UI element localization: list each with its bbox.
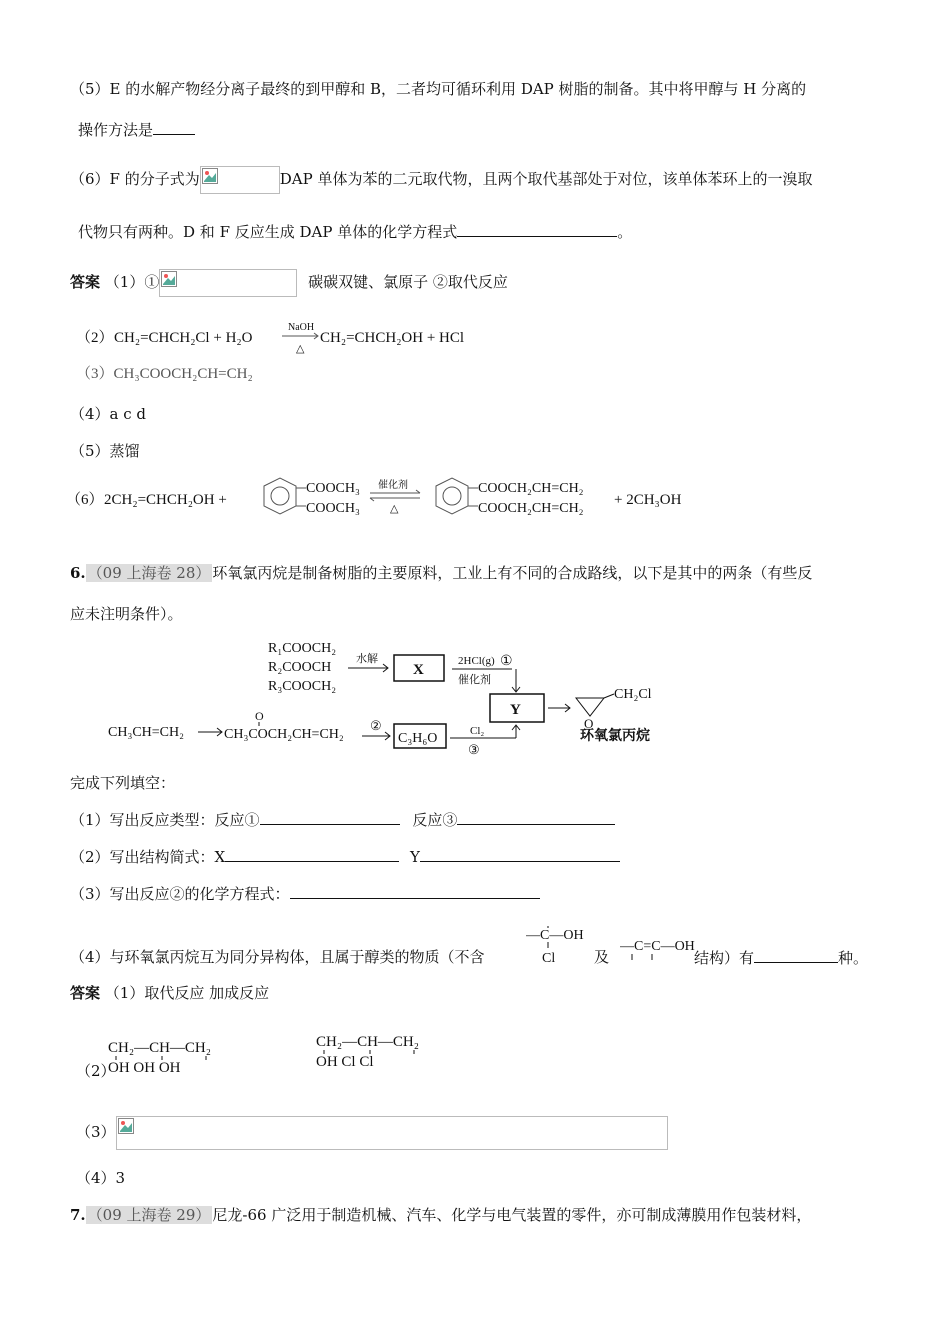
q6-fill-3: （3）写出反应②的化学方程式： — [70, 882, 540, 905]
structure-y-dichloro — [316, 1026, 456, 1076]
answer-6-equation — [66, 474, 706, 524]
q5-part5-line1: （5）E 的水解产物经分离子最终的到甲醇和 B，二者均可循环利用 DAP 树脂的制备。其中将甲醇与 H 分离的 — [70, 80, 807, 98]
svg-text:Y: Y — [510, 702, 521, 718]
benzene-ring — [264, 478, 296, 514]
svg-text:C₃H₆O: C₃H₆O — [398, 731, 438, 746]
svg-text:（2）: （2） — [76, 330, 114, 346]
svg-text:COOCH₃: COOCH₃ — [306, 501, 360, 516]
q7-header: 7. （09 上海卷 29） 尼龙-66 广泛用于制造机械、汽车、化学与电气装置的零件，亦可制成薄膜用作包装材料， — [70, 1206, 812, 1224]
svg-text:2CH₂=CHCH₂OH +: 2CH₂=CHCH₂OH + — [104, 492, 227, 508]
answer-5: （5）蒸馏 — [70, 442, 140, 460]
svg-text:催化剂: 催化剂 — [378, 480, 408, 491]
q6-answer-2-num: （2） — [76, 1062, 116, 1080]
broken-image-icon — [159, 269, 297, 297]
svg-text:Cl: Cl — [542, 951, 556, 966]
svg-text:R₁COOCH₂: R₁COOCH₂ — [268, 641, 337, 656]
answer-label: 答案 — [70, 273, 101, 291]
svg-text:—C—OH: —C—OH — [526, 928, 584, 943]
svg-text:O: O — [584, 716, 594, 731]
q6-header: 6. （09 上海卷 28） 环氧氯丙烷是制备树脂的主要原料，工业上有不同的合成路线，以下是其中的两条（有些反 — [70, 564, 813, 582]
svg-text:CH₃CH=CH₂: CH₃CH=CH₂ — [108, 725, 185, 740]
svg-text:COOCH₃: COOCH₃ — [306, 481, 360, 496]
svg-text:Cl₂: Cl₂ — [470, 725, 485, 737]
benzene-ring — [436, 478, 468, 514]
answer-2-equation — [76, 318, 516, 358]
svg-text:COOCH₂CH=CH₂: COOCH₂CH=CH₂ — [478, 481, 584, 496]
q6-fill-4: （4）与环氧氯丙烷互为同分异构体，且属于醇类的物质（不含 — [70, 948, 485, 966]
q6-fill-4-and: 及 — [594, 948, 610, 966]
svg-text:③: ③ — [468, 742, 480, 757]
svg-text:2HCl(g): 2HCl(g) — [458, 655, 495, 667]
q5-answer-1: 答案 （1）① 碳碳双键、氯原子 ②取代反应 — [70, 269, 508, 297]
svg-text:△: △ — [390, 503, 399, 515]
q6-fill-4-end: 结构）有 种。 — [694, 946, 868, 969]
broken-image-icon — [116, 1116, 668, 1150]
q5-part6-line2: 代物只有两种。D 和 F 反应生成 DAP 单体的化学方程式 。 — [78, 220, 632, 243]
q5-part6-line1: （6）F 的分子式为 DAP 单体为苯的二元取代物，且两个取代基部处于对位，该单体苯环上的一溴取 — [70, 166, 812, 194]
svg-text:环氧氯丙烷: 环氧氯丙烷 — [580, 729, 650, 744]
source-tag: （09 上海卷 28） — [87, 564, 211, 582]
q6-answer-1: 答案 （1）取代反应 加成反应 — [70, 984, 270, 1002]
svg-text:COOCH₂CH=CH₂: COOCH₂CH=CH₂ — [478, 501, 584, 516]
svg-text:R₂COOCH: R₂COOCH — [268, 660, 332, 675]
svg-text:CH₃COCH₂CH=CH₂: CH₃COCH₂CH=CH₂ — [224, 727, 344, 742]
epoxide-ring — [576, 698, 604, 716]
svg-text:CH₂=CHCH₂OH + HCl: CH₂=CHCH₂OH + HCl — [320, 330, 465, 346]
q6-answer-3: （3） — [76, 1116, 668, 1150]
structure-fragment-2 — [620, 934, 698, 964]
q6-fill-intro: 完成下列填空： — [70, 774, 176, 792]
q6-fill-2: （2）写出结构简式：X Y — [70, 845, 620, 868]
structure-fragment-1 — [526, 922, 596, 968]
svg-text:①: ① — [500, 654, 513, 669]
svg-text:CH₂—CH—CH₂: CH₂—CH—CH₂ — [316, 1034, 419, 1050]
source-tag: （09 上海卷 29） — [87, 1206, 211, 1224]
svg-text:O: O — [255, 709, 264, 723]
svg-text:+ 2CH₃OH: + 2CH₃OH — [614, 492, 682, 508]
svg-text:△: △ — [296, 343, 305, 355]
svg-text:（6）: （6） — [66, 492, 104, 508]
broken-image-icon — [200, 166, 280, 194]
svg-text:—C=C—OH: —C=C—OH — [620, 939, 695, 954]
answer-4: （4）a c d — [70, 405, 147, 423]
svg-text:R₃COOCH₂: R₃COOCH₂ — [268, 679, 337, 694]
svg-text:OH Cl Cl: OH Cl Cl — [316, 1054, 374, 1070]
svg-text:CH₂Cl: CH₂Cl — [614, 687, 652, 702]
answer-label: 答案 — [70, 984, 101, 1002]
q6-fill-1: （1）写出反应类型：反应① 反应③ — [70, 808, 615, 831]
svg-text:催化剂: 催化剂 — [458, 674, 491, 686]
svg-text:OH OH OH: OH OH OH — [108, 1060, 181, 1076]
svg-text:②: ② — [370, 718, 382, 733]
synthesis-scheme — [104, 632, 664, 772]
structure-x-glycerol — [108, 1032, 248, 1082]
q5-part5-line2: 操作方法是 — [78, 118, 195, 141]
svg-text:NaOH: NaOH — [288, 322, 315, 333]
q6-line2: 应未注明条件）。 — [70, 605, 183, 623]
answer-3: （3）CH₃COOCH₂CH=CH₂ — [76, 366, 253, 382]
svg-text:X: X — [413, 662, 424, 678]
svg-text:CH₂=CHCH₂Cl + H₂O: CH₂=CHCH₂Cl + H₂O — [114, 330, 253, 346]
q6-answer-4: （4）3 — [76, 1169, 126, 1187]
svg-text:水解: 水解 — [356, 653, 378, 665]
svg-text:CH₂—CH—CH₂: CH₂—CH—CH₂ — [108, 1040, 211, 1056]
